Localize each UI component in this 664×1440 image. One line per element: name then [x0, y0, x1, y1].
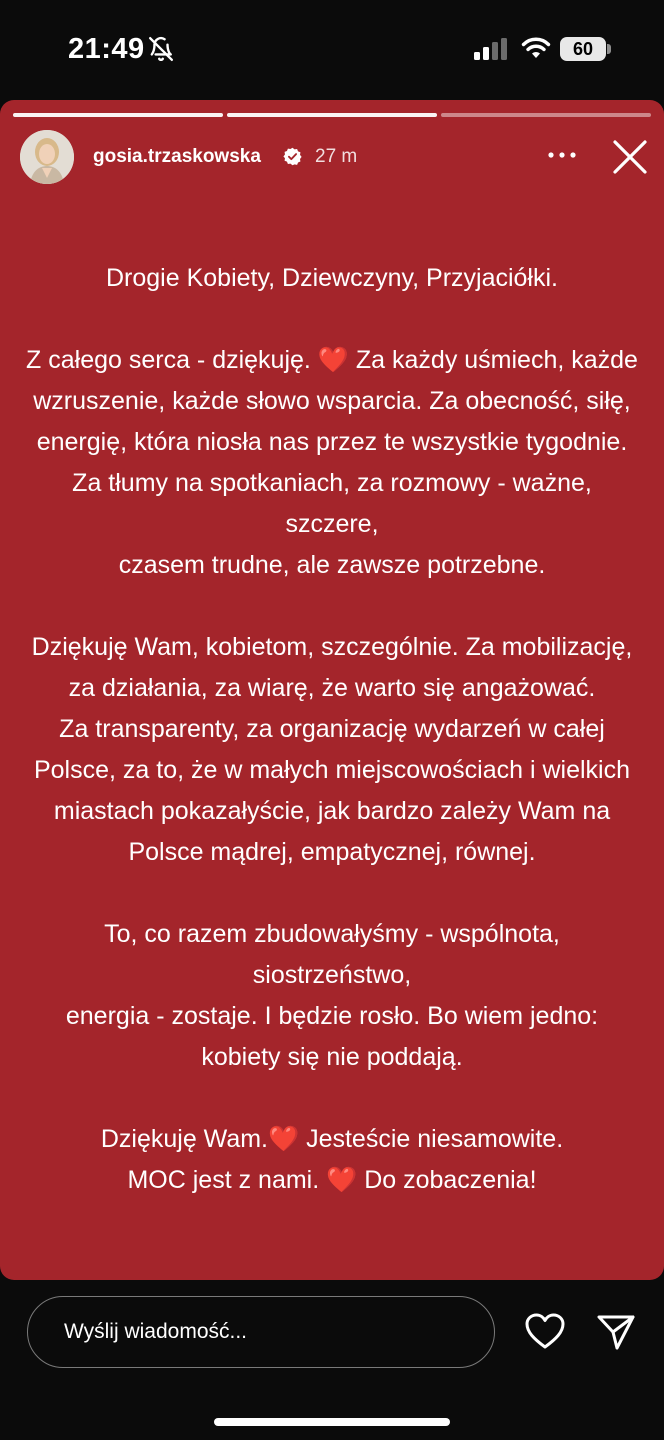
- story-line: Drogie Kobiety, Dziewczyny, Przyjaciółki.: [106, 264, 558, 292]
- story-line: za działania, za wiarę, że warto się angażować.: [68, 674, 596, 702]
- like-heart-icon[interactable]: [524, 1312, 566, 1355]
- story-line: MOC jest z nami. ❤️ Do zobaczenia!: [127, 1166, 537, 1194]
- story-line: miastach pokazałyście, jak bardzo zależy Wam na: [53, 797, 611, 825]
- story-line: wzruszenie, każde słowo wsparcia. Za obecność, siłę,: [33, 387, 631, 415]
- verified-badge-icon: [283, 147, 302, 171]
- story-line: czasem trudne, ale zawsze potrzebne.: [118, 551, 546, 579]
- story-username[interactable]: gosia.trzaskowska: [93, 146, 261, 167]
- story-card[interactable]: [0, 100, 664, 1280]
- home-indicator[interactable]: [214, 1418, 450, 1426]
- story-line: Polsce mądrej, empatycznej, równej.: [128, 838, 536, 866]
- close-icon[interactable]: [612, 139, 648, 180]
- wifi-icon: [521, 36, 551, 65]
- story-paragraph: [24, 1119, 640, 1201]
- story-line: energię, która niosła nas przez te wszystkie tygodnie.: [36, 428, 628, 456]
- more-options-icon[interactable]: [546, 145, 578, 170]
- story-paragraph: [24, 627, 640, 873]
- status-bar: [0, 0, 664, 100]
- story-text: [24, 258, 640, 1242]
- reply-bar: [0, 1280, 664, 1440]
- story-line: To, co razem zbudowałyśmy - wspólnota, siostrzeństwo,: [104, 920, 560, 989]
- story-line: energia - zostaje. I będzie rosło. Bo wiem jedno:: [65, 1002, 599, 1030]
- story-progress-segment-1: [13, 113, 223, 117]
- story-progress-segment-2: [227, 113, 437, 117]
- story-time-ago: 27 m: [315, 146, 358, 167]
- bell-slash-icon: [148, 36, 174, 67]
- send-icon[interactable]: [596, 1313, 636, 1356]
- story-line: Z całego serca - dziękuję. ❤️ Za każdy uśmiech, każde: [26, 346, 638, 374]
- message-input[interactable]: [27, 1296, 495, 1368]
- story-line: Polsce, za to, że w małych miejscowościach i wielkich: [33, 756, 631, 784]
- story-line: Dziękuję Wam.❤️ Jesteście niesamowite.: [100, 1125, 564, 1153]
- status-time: 21:49: [68, 33, 145, 65]
- story-line: Dziękuję Wam, kobietom, szczególnie. Za mobilizację,: [31, 633, 633, 661]
- story-line: Za tłumy na spotkaniach, za rozmowy - ważne, szczere,: [72, 469, 592, 538]
- story-line: Za transparenty, za organizację wydarzeń w całej: [59, 715, 605, 743]
- avatar[interactable]: [20, 130, 74, 184]
- story-paragraph: [24, 340, 640, 586]
- story-progress-segment-3: [441, 113, 651, 117]
- battery-cap: [607, 44, 611, 54]
- story-paragraph: [24, 914, 640, 1078]
- story-line: kobiety się nie poddają.: [201, 1043, 463, 1071]
- cellular-signal-icon: [474, 38, 510, 65]
- battery-icon: 60: [560, 37, 606, 61]
- story-paragraph: [24, 258, 640, 299]
